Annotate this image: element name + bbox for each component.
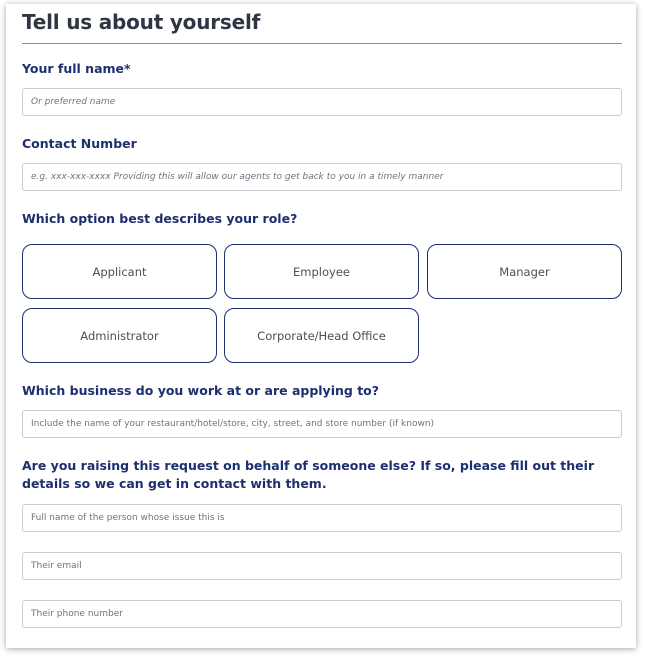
title-divider <box>22 43 622 44</box>
behalf-label: Are you raising this request on behalf of someone else? If so, please fill out their details so we can get in contact with them. <box>22 458 595 491</box>
role-option-employee[interactable] <box>224 244 419 299</box>
role-option-administrator[interactable] <box>22 308 217 363</box>
business-label: Which business do you work at or are applying to? <box>22 383 380 398</box>
role-option-manager[interactable] <box>427 244 622 299</box>
contact-number-input[interactable] <box>22 163 622 191</box>
role-option-label: Administrator <box>80 328 159 343</box>
role-option-label: Corporate/Head Office <box>257 328 386 343</box>
behalf-email-input[interactable] <box>22 552 622 580</box>
full-name-input[interactable] <box>22 88 622 116</box>
role-option-label: Manager <box>499 264 550 279</box>
form-card <box>6 4 636 648</box>
form-title: Tell us about yourself <box>22 10 261 34</box>
role-option-applicant[interactable] <box>22 244 217 299</box>
role-option-corporate-head-office[interactable] <box>224 308 419 363</box>
behalf-full-name-input[interactable] <box>22 504 622 532</box>
full-name-label: Your full name* <box>22 61 131 76</box>
behalf-phone-input[interactable] <box>22 600 622 628</box>
contact-number-label: Contact Number <box>22 136 137 151</box>
role-option-label: Employee <box>293 264 350 279</box>
role-option-label: Applicant <box>92 264 147 279</box>
role-label: Which option best describes your role? <box>22 211 298 226</box>
business-input[interactable] <box>22 410 622 438</box>
